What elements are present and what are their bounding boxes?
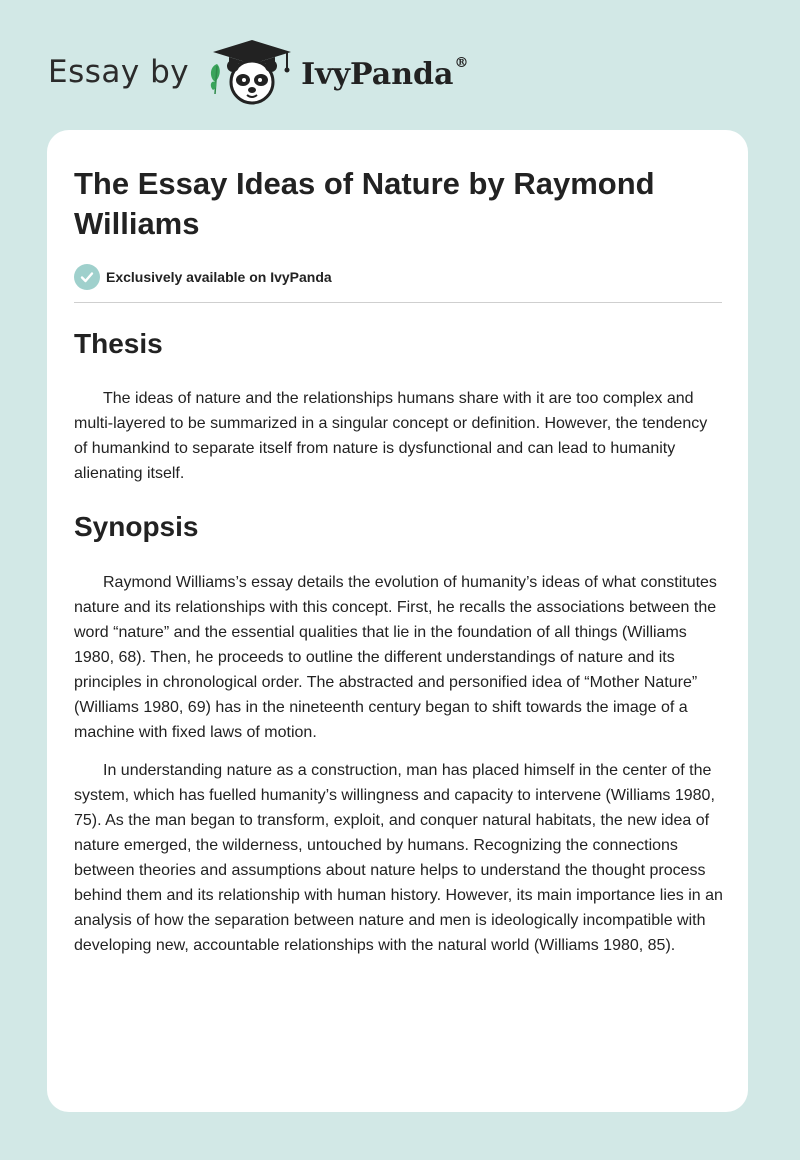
checkmark-icon	[74, 264, 100, 290]
exclusive-label: Exclusively available on IvyPanda	[106, 269, 332, 285]
synopsis-paragraph-1: Raymond Williams’s essay details the evolution of humanity’s ideas of what constitutes nature and its relationships with this concept. First, he recalls the associations between the word “nature” and the essential qualities that lie in the foundation of all things (Williams 1980, 68). Then, he proceeds to outline the different understandings of nature and its principles in chronological order. The abstracted and personified idea of “Mother Nature” (Williams 1980, 69) has in the nineteenth century began to shift towards the image of a machine with fixed laws of motion.	[74, 574, 717, 741]
section-heading-thesis: Thesis	[74, 328, 163, 359]
page-title: The Essay Ideas of Nature by Raymond Williams	[74, 166, 655, 241]
panda-graduation-cap-icon[interactable]	[207, 36, 297, 108]
section-heading-synopsis: Synopsis	[74, 511, 199, 542]
essay-by-label: Essay by	[48, 54, 190, 90]
brand-name[interactable]: IvyPanda®	[301, 54, 469, 92]
leaf-icon	[211, 64, 220, 94]
registered-mark: ®	[454, 54, 469, 71]
site-header	[48, 36, 468, 108]
article-body	[74, 320, 724, 958]
synopsis-paragraph-2: In understanding nature as a construction, man has placed himself in the center of the system, which has fuelled humanity’s willingness and capacity to intervene (Williams 1980, 75). As the man began to transform, exploit, and conquer natural habitats, the new idea of nature emerged, the wilderness, untouched by humans. Recognizing the connections between theories and assumptions about nature helps to understand the thought process behind them and its relationship with human history. However, its main importance lies in an analysis of how the separation between nature and men is ideologically incompatible with developing new, accountable relationships with the natural world (Williams 1980, 85).	[74, 762, 723, 954]
exclusive-badge	[74, 264, 332, 290]
divider	[74, 302, 722, 303]
article-card	[47, 130, 748, 1112]
thesis-paragraph: The ideas of nature and the relationships humans share with it are too complex and multi-layered to be summarized in a singular concept or definition. However, the tendency of humankind to separate itself from nature is dysfunctional and can lead to humanity alienating itself.	[74, 390, 708, 482]
